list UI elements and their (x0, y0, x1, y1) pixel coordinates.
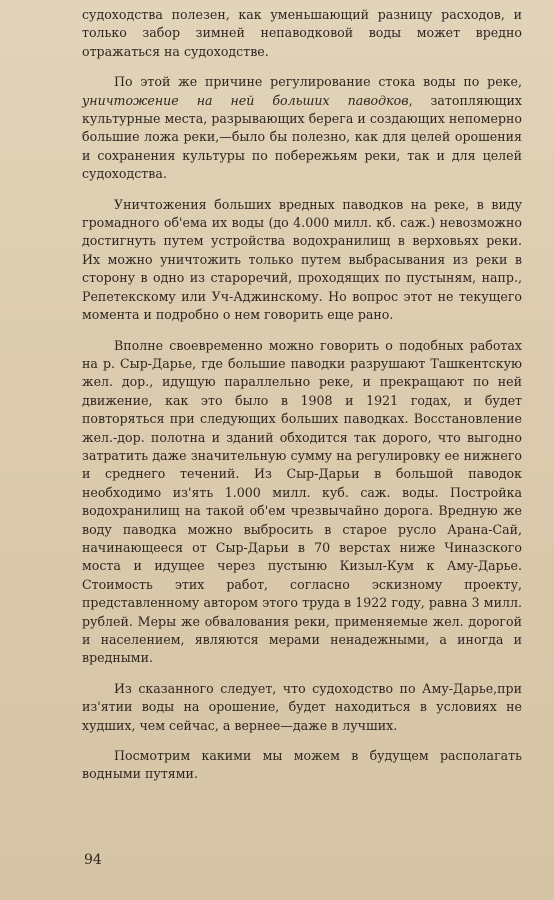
page-number: 94 (84, 852, 102, 868)
paragraph-6: Посмотрим какими мы можем в будущем располагать водными путями. (82, 748, 522, 782)
paragraph-2-emphasis: уничтожение на ней больших паводков (82, 92, 409, 108)
paragraph-2 (82, 73, 522, 183)
paragraph-2-end: , затопляющих культурные места, разрывающих берега и создающих непомерно большие ложа реки,—было бы полезно, как для целей орошения и сохранения культуры по побережьям реки, так и для целей судоходства. (82, 92, 522, 182)
paragraph-2-start: По этой же причине регулирование стока воды по реке, (114, 74, 522, 90)
paragraph-4: Вполне своевременно можно говорить о подобных работах на р. Сыр-Дарье, где большие паводки разрушают Ташкентскую жел. дор., идущую параллельно реке, и прекращают по ней движение, как это было в 1908 и 1921 годах, и будет повторяться при следующих больших паводках. Восстановление жел.-дор. полотна и зданий обходится так дорого, что выгодно затратить даже значительную сумму на регулировку ее нижнего и среднего течений. Из Сыр-Дарьи в большой паводок необходимо из'ять 1.000 милл. куб. саж. воды. Постройка водохранилищ на такой об'ем чрезвычайно дорога. Вредную же воду паводка можно выбросить в старое русло Арана-Сай, начинающееся от Сыр-Дарьи в 70 верстах ниже Чиназского моста и идущее через пустыню Кизыл-Кум к Аму-Дарье. Стоимость этих работ, согласно эскизному проекту, представленному автором этого труда в 1922 году, равна 3 милл. рублей. Меры же обвалования реки, применяемые жел. дорогой и населением, являются мерами ненадежными, а иногда и вредными. (82, 337, 522, 666)
page-text (82, 6, 522, 784)
paragraph-3: Уничтожения больших вредных паводков на реке, в виду громадного об'ема их воды (до 4.000 милл. кб. саж.) невозможно достигнуть путем устройства водохранилищ в верховьях реки. Их можно уничтожить только путем выбрасывания из реки в сторону в одно из староречий, проходящих по пустыням, напр., Репетекскому или Уч-Аджинскому. Но вопрос этот не текущего момента и подробно о нем говорить еще рано. (82, 196, 522, 323)
paragraph-5: Из сказанного следует, что судоходство по Аму-Дарье,при из'ятии воды на орошение, будет находиться в условиях не худших, чем сейчас, а вернее—даже в лучших. (82, 680, 522, 733)
paragraph-1: судоходства полезен, как уменьшающий разницу расходов, и только забор зимней непаводковой воды может вредно отражаться на судоходстве. (82, 7, 522, 59)
